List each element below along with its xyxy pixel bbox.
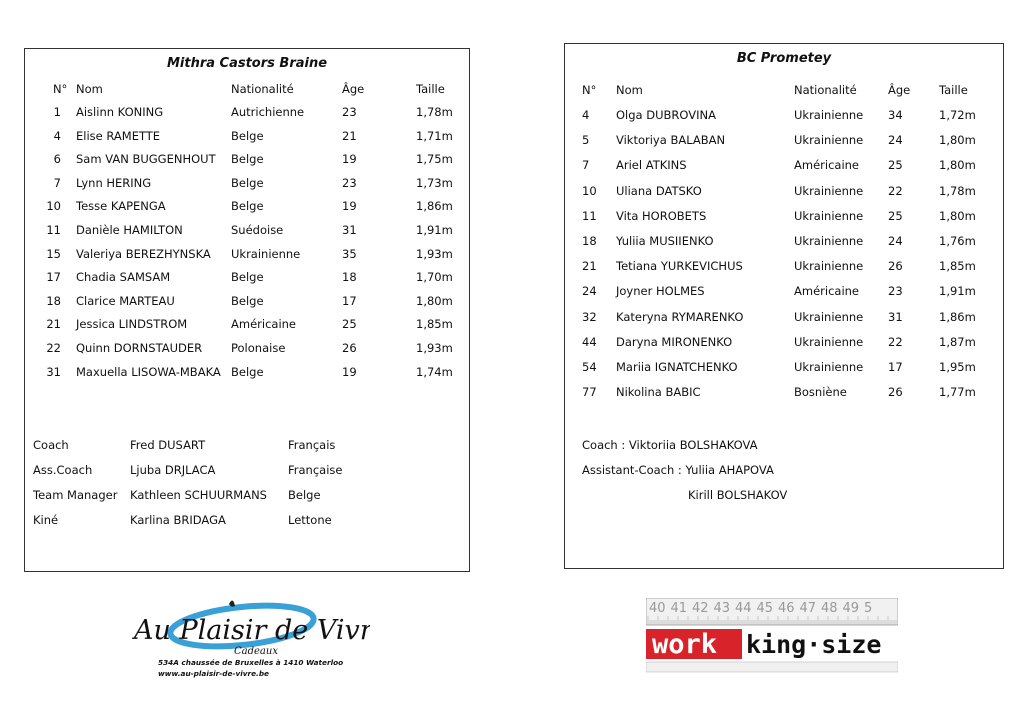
player-number: 15 (46, 246, 61, 261)
staff-row (25, 487, 469, 503)
player-number: 18 (582, 234, 597, 248)
player-age: 23 (342, 175, 357, 190)
table-row (25, 128, 469, 144)
player-number: 6 (53, 152, 61, 167)
player-number: 77 (582, 385, 597, 400)
staff-row (25, 462, 469, 478)
player-nationality: Belge (231, 128, 264, 143)
player-age: 22 (888, 183, 903, 198)
ruler-number: 40 (649, 601, 666, 616)
player-name: Valeriya BEREZHYNSKA (76, 246, 211, 261)
player-height: 1,73m (416, 175, 453, 190)
player-age: 35 (342, 246, 357, 261)
col-num-header: N° (582, 83, 597, 97)
player-nationality: Ukrainienne (231, 246, 301, 261)
player-age: 34 (888, 108, 903, 122)
player-age: 23 (888, 284, 903, 299)
svg-text:king·size: king·size (746, 630, 882, 659)
table-row (565, 107, 1003, 123)
player-nationality: Ukrainienne (794, 108, 864, 122)
player-name: Uliana DATSKO (616, 183, 702, 198)
table-header (25, 81, 469, 97)
player-number: 22 (46, 341, 61, 355)
player-nationality: Américaine (231, 317, 296, 332)
staff-name: Kathleen SCHUURMANS (130, 488, 267, 502)
player-number: 11 (46, 223, 61, 237)
player-age: 19 (342, 152, 357, 167)
table-row (25, 175, 469, 191)
table-row (565, 233, 1003, 249)
player-height: 1,95m (939, 360, 976, 374)
player-name: Joyner HOLMES (616, 284, 705, 299)
player-number: 54 (582, 360, 597, 374)
svg-text:534A chaussée de Bruxelles à 1: 534A chaussée de Bruxelles à 1410 Waterloo (158, 658, 344, 667)
staff-nationality: Français (288, 438, 336, 452)
svg-text:www.au-plaisir-de-vivre.be: www.au-plaisir-de-vivre.be (158, 669, 270, 678)
staff-nationality: Belge (288, 488, 321, 502)
player-height: 1,80m (939, 208, 976, 223)
team-card-prometey (564, 43, 1004, 569)
col-nat-header: Nationalité (231, 82, 294, 96)
player-height: 1,86m (416, 199, 453, 214)
col-height-header: Taille (416, 82, 445, 96)
ruler-number: 47 (799, 601, 817, 616)
player-height: 1,93m (416, 246, 453, 261)
player-height: 1,91m (416, 223, 453, 237)
col-age-header: Âge (342, 82, 365, 96)
player-nationality: Américaine (794, 158, 859, 173)
assistant2-text: Kirill BOLSHAKOV (688, 488, 788, 502)
player-age: 24 (888, 133, 903, 148)
team-title: BC Prometey (736, 51, 832, 66)
player-nationality: Ukrainienne (794, 234, 864, 248)
player-age: 17 (888, 360, 903, 374)
player-name: Maxuella LISOWA-MBAKA (76, 364, 221, 379)
player-nationality: Ukrainienne (794, 334, 864, 349)
player-height: 1,93m (416, 341, 453, 355)
player-nationality: Belge (231, 152, 264, 167)
player-name: Viktoriya BALABAN (616, 133, 726, 148)
player-height: 1,80m (939, 133, 976, 148)
player-number: 32 (582, 309, 597, 324)
table-row (565, 384, 1003, 400)
player-name: Mariia IGNATCHENKO (616, 360, 738, 374)
table-row (25, 246, 469, 262)
logo-text: Au Plaisir de Vivre (134, 615, 370, 646)
player-name: Tetiana YURKEVICHUS (616, 259, 743, 274)
table-row (25, 198, 469, 214)
player-nationality: Américaine (794, 284, 859, 299)
player-number: 1 (53, 105, 61, 119)
player-age: 26 (888, 385, 903, 400)
table-row (25, 269, 469, 285)
player-name: Quinn DORNSTAUDER (76, 341, 203, 355)
svg-text:work: work (652, 629, 718, 660)
table-row (565, 359, 1003, 375)
player-name: Nikolina BABIC (616, 385, 701, 400)
ruler-number: 48 (821, 601, 838, 616)
player-name: Ariel ATKINS (616, 158, 687, 173)
sponsor-logo-workingsize (646, 598, 898, 678)
table-row (25, 293, 469, 309)
player-number: 5 (582, 133, 590, 148)
player-age: 23 (342, 105, 357, 119)
svg-text:Cadeaux: Cadeaux (234, 646, 278, 657)
player-height: 1,85m (939, 259, 976, 274)
player-number: 10 (582, 183, 597, 198)
player-nationality: Belge (231, 270, 264, 285)
player-nationality: Bosniène (794, 385, 847, 400)
ruler-number: 46 (778, 601, 795, 616)
col-name-header: Nom (616, 83, 643, 97)
player-number: 17 (46, 270, 61, 285)
player-age: 31 (888, 309, 903, 324)
player-nationality: Belge (231, 293, 264, 308)
player-nationality: Ukrainienne (794, 183, 864, 198)
ruler-number: 41 (670, 601, 688, 616)
player-age: 25 (888, 158, 903, 173)
table-row (25, 364, 469, 380)
player-age: 18 (342, 270, 357, 285)
team-card-castors (24, 48, 470, 572)
player-age: 19 (342, 364, 357, 379)
player-nationality: Belge (231, 364, 264, 379)
coach-text: Coach : Viktoriia BOLSHAKOVA (582, 438, 758, 452)
ruler-number: 45 (756, 601, 774, 616)
player-height: 1,78m (416, 105, 453, 119)
assistant-text: Assistant-Coach : Yuliia AHAPOVA (582, 463, 774, 477)
player-name: Kateryna RYMARENKO (616, 309, 744, 324)
player-age: 25 (342, 317, 357, 332)
player-height: 1,86m (939, 309, 976, 324)
player-number: 21 (582, 259, 597, 274)
player-name: Yuliia MUSIIENKO (616, 234, 714, 248)
table-row (565, 309, 1003, 325)
player-height: 1,71m (416, 128, 453, 143)
player-age: 21 (342, 128, 357, 143)
table-row (565, 157, 1003, 173)
col-age-header: Âge (888, 83, 911, 97)
assistant-line (582, 462, 1003, 478)
player-name: Aislinn KONING (76, 105, 164, 119)
player-height: 1,72m (939, 108, 976, 122)
player-number: 21 (46, 317, 61, 332)
player-nationality: Ukrainienne (794, 259, 864, 274)
col-nat-header: Nationalité (794, 83, 857, 97)
table-row (25, 222, 469, 238)
player-number: 18 (46, 293, 61, 308)
player-age: 25 (888, 208, 903, 223)
table-row (25, 340, 469, 356)
player-nationality: Ukrainienne (794, 208, 864, 223)
player-age: 24 (888, 234, 903, 248)
staff-role: Coach (33, 438, 69, 452)
ruler-number: 49 (842, 601, 860, 616)
ruler-number: 5 (864, 601, 873, 616)
staff-nationality: Lettone (288, 513, 332, 527)
table-header (565, 82, 1003, 98)
player-name: Olga DUBROVINA (616, 108, 716, 122)
player-nationality: Autrichienne (231, 105, 305, 119)
table-row (565, 208, 1003, 224)
staff-row (25, 512, 469, 528)
player-age: 31 (342, 223, 357, 237)
staff-role: Team Manager (33, 488, 118, 502)
player-nationality: Ukrainienne (794, 360, 864, 374)
player-number: 44 (582, 334, 597, 349)
player-number: 24 (582, 284, 597, 299)
player-number: 4 (53, 128, 61, 143)
ruler-number: 44 (735, 601, 752, 616)
ruler-number: 43 (713, 601, 731, 616)
player-name: Jessica LINDSTROM (76, 317, 188, 332)
player-age: 19 (342, 199, 357, 214)
player-height: 1,76m (939, 234, 976, 248)
player-age: 26 (342, 341, 357, 355)
player-height: 1,75m (416, 152, 453, 167)
staff-nationality: Française (288, 463, 343, 477)
ruler-number: 42 (692, 601, 709, 616)
table-row (25, 151, 469, 167)
player-height: 1,77m (939, 385, 976, 400)
player-name: Sam VAN BUGGENHOUT (76, 152, 216, 167)
player-age: 17 (342, 293, 357, 308)
table-row (25, 104, 469, 120)
player-nationality: Ukrainienne (794, 133, 864, 148)
staff-name: Fred DUSART (130, 438, 206, 452)
player-nationality: Polonaise (231, 341, 286, 355)
player-nationality: Belge (231, 199, 264, 214)
col-height-header: Taille (939, 83, 968, 97)
player-name: Chadia SAMSAM (76, 270, 171, 285)
player-name: Daryna MIRONENKO (616, 334, 733, 349)
table-row (565, 283, 1003, 299)
col-name-header: Nom (76, 82, 103, 96)
player-height: 1,80m (939, 158, 976, 173)
staff-name: Ljuba DRJLACA (130, 463, 216, 477)
player-number: 31 (46, 364, 61, 379)
table-row (565, 258, 1003, 274)
player-name: Vita HOROBETS (616, 208, 707, 223)
player-height: 1,78m (939, 183, 976, 198)
staff-role: Kiné (33, 513, 59, 527)
player-nationality: Suédoise (231, 223, 284, 237)
player-name: Clarice MARTEAU (76, 293, 175, 308)
player-height: 1,70m (416, 270, 453, 285)
player-age: 22 (888, 334, 903, 349)
staff-row (25, 437, 469, 453)
player-name: Lynn HERING (76, 175, 152, 190)
team-title: Mithra Castors Braine (166, 56, 328, 71)
col-num-header: N° (53, 82, 68, 96)
player-nationality: Belge (231, 175, 264, 190)
player-name: Danièle HAMILTON (76, 223, 183, 237)
player-name: Elise RAMETTE (76, 128, 161, 143)
player-nationality: Ukrainienne (794, 309, 864, 324)
player-height: 1,80m (416, 293, 453, 308)
player-number: 7 (582, 158, 590, 173)
player-height: 1,85m (416, 317, 453, 332)
staff-role: Ass.Coach (33, 463, 93, 477)
coach-line (582, 437, 1003, 453)
player-name: Tesse KAPENGA (76, 199, 166, 214)
table-row (565, 132, 1003, 148)
player-number: 4 (582, 108, 590, 122)
table-row (565, 183, 1003, 199)
player-number: 7 (53, 175, 61, 190)
player-number: 10 (46, 199, 61, 214)
staff-name: Karlina BRIDAGA (130, 513, 226, 527)
player-height: 1,87m (939, 334, 976, 349)
player-age: 26 (888, 259, 903, 274)
player-height: 1,74m (416, 364, 453, 379)
player-height: 1,91m (939, 284, 976, 299)
assistant2-line (688, 487, 1003, 503)
table-row (565, 334, 1003, 350)
table-row (25, 316, 469, 332)
sponsor-logo-au-plaisir (130, 598, 370, 684)
player-number: 11 (582, 208, 597, 223)
